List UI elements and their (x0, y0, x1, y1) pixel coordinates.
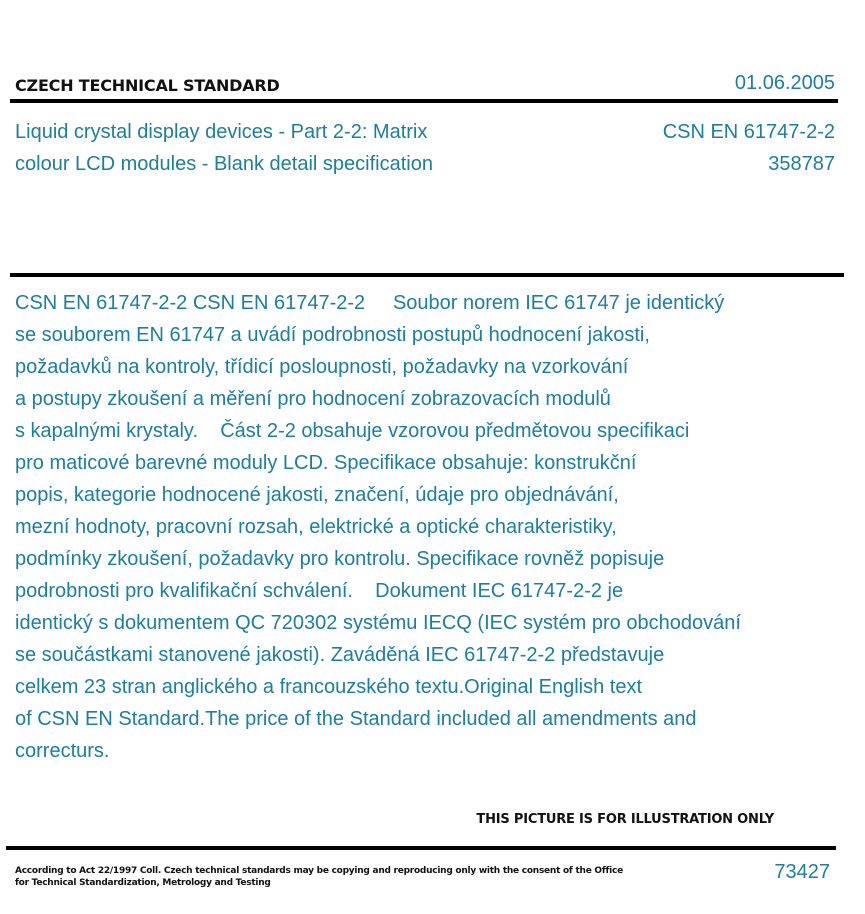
description-line: popis, kategorie hodnocené jakosti, značení, údaje pro objednávání, (15, 484, 619, 506)
footer-divider (6, 846, 836, 850)
standard-description (15, 287, 815, 767)
description-line: podrobnosti pro kvalifikační schválení. Dokument IEC 61747-2-2 je (15, 580, 624, 602)
description-line: CSN EN 61747-2-2 CSN EN 61747-2-2 Soubor norem IEC 61747 je identický (15, 292, 725, 314)
publication-date: 01.06.2005 (734, 72, 835, 94)
standard-code: CSN EN 61747-2-2 (662, 121, 835, 143)
header-divider (10, 99, 838, 103)
description-line: pro maticové barevné moduly LCD. Specifikace obsahuje: konstrukční (15, 452, 637, 474)
description-line: se součástkami stanovené jakosti). Zaváděná IEC 61747-2-2 představuje (15, 644, 665, 666)
description-line: of CSN EN Standard.The price of the Standard included all amendments and (15, 708, 697, 730)
standard-title (15, 116, 535, 180)
description-line: podmínky zkoušení, požadavky pro kontrolu. Specifikace rovněž popisuje (15, 548, 665, 570)
description-line: požadavků na kontroly, třídicí posloupnosti, požadavky na vzorkování (15, 356, 629, 378)
catalog-number: 358787 (768, 153, 835, 175)
description-line: a postupy zkoušení a měření pro hodnocení zobrazovacích modulů (15, 388, 611, 410)
description-line: celkem 23 stran anglického a francouzského textu.Original English text (15, 676, 643, 698)
description-line: mezní hodnoty, pracovní rozsah, elektrické a optické charakteristiky, (15, 516, 617, 538)
legal-line: for Technical Standardization, Metrology and Testing (15, 878, 271, 888)
description-line: s kapalnými krystaly. Část 2-2 obsahuje vzorovou předmětovou specifikaci (15, 420, 690, 442)
description-line: se souborem EN 61747 a uvádí podrobnosti postupů hodnocení jakosti, (15, 324, 650, 346)
legal-notice (15, 865, 623, 889)
description-line: correcturs. (15, 740, 110, 762)
document-number: 73427 (774, 861, 830, 883)
illustration-note: THIS PICTURE IS FOR ILLUSTRATION ONLY (476, 812, 774, 827)
description-line: identický s dokumentem QC 720302 systému IECQ (IEC systém pro obchodování (15, 612, 741, 634)
title-line: Liquid crystal display devices - Part 2-2: Matrix (15, 121, 428, 143)
standard-type-label: CZECH TECHNICAL STANDARD (15, 76, 280, 95)
standard-codes (663, 116, 835, 180)
title-divider (10, 273, 844, 277)
legal-line: According to Act 22/1997 Coll. Czech technical standards may be copying and reproducing only with the consent of the Office (15, 866, 623, 876)
title-line: colour LCD modules - Blank detail specification (15, 153, 433, 175)
